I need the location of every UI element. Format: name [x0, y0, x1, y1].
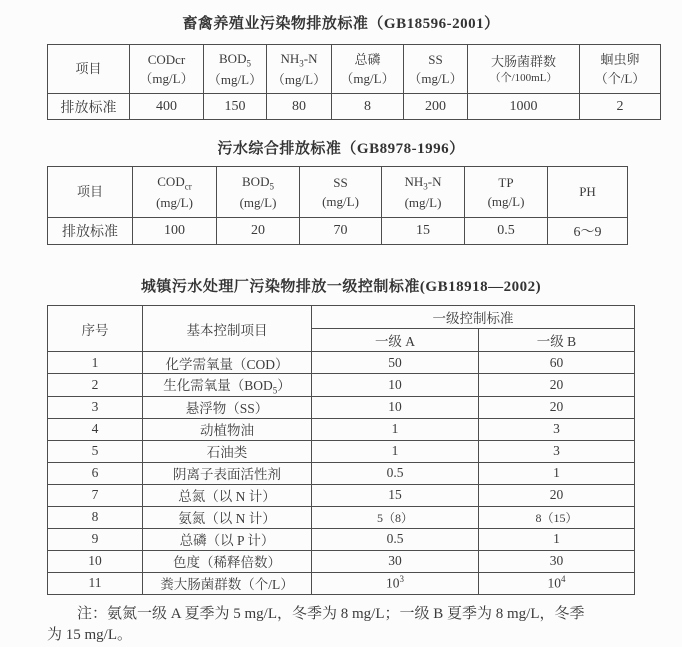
header-text: -N: [427, 173, 442, 189]
value-text: 1: [553, 465, 560, 481]
header-text: -N: [303, 50, 318, 66]
value-b-cell: [479, 352, 635, 374]
item-text: 总磷（以 P 计）: [179, 533, 275, 549]
header-text: 大肠菌群数: [490, 53, 556, 69]
table-row: [48, 462, 635, 484]
header-text: 蛔虫卵: [600, 52, 640, 68]
table-row: [48, 572, 635, 594]
item-text: 化学需氧量（COD）: [165, 356, 289, 372]
item-cell: [143, 374, 312, 397]
header-name: [267, 49, 331, 71]
header-unit: （mg/L）: [408, 70, 463, 86]
value-cell: 0.5: [465, 218, 548, 245]
table2-header-codcr: [133, 167, 217, 218]
header-name: [404, 50, 467, 70]
header-name: [204, 49, 266, 71]
value-cell: 80: [267, 94, 332, 120]
table1-header-row: [48, 45, 661, 94]
value-cell: 15: [382, 218, 465, 245]
item-cell: [143, 484, 312, 506]
table3-header-group: 一级控制标准: [312, 306, 635, 329]
value-text: 50: [388, 354, 402, 370]
header-subscript: 5: [269, 181, 274, 192]
row-number-cell: 9: [48, 528, 143, 550]
table1-title: 畜禽养殖业污染物排放标准（GB18596-2001）: [182, 16, 500, 32]
header-name: [48, 59, 129, 79]
table1-header-ascaris: [580, 45, 661, 94]
value-text: 0.5: [386, 531, 404, 547]
value-text: 10: [388, 376, 402, 392]
value-cell: 2: [580, 94, 661, 120]
value-a-cell: [312, 352, 479, 374]
table3-header-no: 序号: [48, 306, 143, 352]
header-text: 总磷: [354, 52, 381, 68]
value-b-cell: [479, 396, 635, 418]
value-b-cell: [479, 484, 635, 506]
header-text: COD: [157, 173, 185, 189]
item-cell: [143, 418, 312, 440]
value-b-cell: [479, 440, 635, 462]
item-cell: [143, 396, 312, 418]
header-text: 项目: [75, 61, 102, 77]
row-number-cell: 5: [48, 440, 143, 462]
table1-header-item: [48, 45, 130, 94]
header-subscript: cr: [184, 181, 192, 192]
table-municipal-wwtp-class1-standard: [47, 305, 635, 595]
header-text: SS: [428, 52, 443, 68]
value-text: 15: [388, 487, 402, 503]
item-cell: [143, 440, 312, 462]
item-subscript: 5: [272, 385, 278, 396]
header-text: PH: [579, 184, 596, 200]
value-cell: 1000: [468, 94, 580, 120]
header-unit: (mg/L): [239, 194, 277, 210]
header-unit: （mg/L）: [139, 70, 194, 86]
table1-header-nh3n: [267, 45, 332, 94]
table-livestock-discharge-standard: [47, 44, 661, 120]
table3-title: 城镇污水处理厂污染物排放一级控制标准(GB18918—2002): [140, 279, 542, 295]
item-text: 氨氮（以 N 计）: [178, 511, 276, 527]
table2-header-row: [48, 167, 628, 218]
header-text: NH: [280, 50, 300, 66]
table-row: [48, 352, 635, 374]
item-cell: [143, 462, 312, 484]
header-text: SS: [333, 175, 348, 191]
header-subscript: 5: [246, 58, 251, 69]
item-cell: [143, 352, 312, 374]
header-name: [468, 52, 579, 72]
table-row: [48, 418, 635, 440]
item-text: 动植物油: [200, 423, 254, 439]
value-a-cell: [312, 550, 479, 572]
value-text: 0.5: [386, 465, 404, 481]
row-number-cell: 7: [48, 484, 143, 506]
table2-title: 污水综合排放标准（GB8978-1996）: [217, 141, 465, 157]
table1-header-coliform: [468, 45, 580, 94]
table2-header-nh3n: [382, 167, 465, 218]
item-text: 石油类: [206, 445, 248, 461]
header-unit: (mg/L): [404, 194, 442, 210]
value-a-cell: [312, 528, 479, 550]
value-cell: 20: [217, 218, 300, 245]
value-a-cell: [312, 506, 479, 528]
table-row: [48, 550, 635, 572]
header-subscript: 3: [423, 181, 428, 192]
value-a-cell: [312, 418, 479, 440]
item-text: 悬浮物（SS）: [185, 401, 269, 417]
value-text: 20: [549, 376, 564, 392]
value-text: 5（8）: [376, 510, 413, 525]
header-text: BOD: [242, 173, 270, 189]
value-a-cell: [312, 440, 479, 462]
table2-header-bod5: [217, 167, 300, 218]
value-a-cell: [312, 462, 479, 484]
table3-header-class-a: 一级 A: [312, 329, 479, 352]
value-b-cell: [479, 418, 635, 440]
header-name: [580, 50, 660, 70]
row-number-cell: 6: [48, 462, 143, 484]
header-name: [48, 182, 132, 202]
item-text: ）: [277, 378, 291, 393]
table-row: [48, 484, 635, 506]
value-b-cell: [479, 462, 635, 484]
row-number-cell: 1: [48, 352, 143, 374]
table2-header-ss: [300, 167, 382, 218]
value-a-cell: [312, 374, 479, 397]
value-b-cell: [479, 550, 635, 572]
value-text: 10: [547, 575, 561, 591]
table1-header-codcr: [130, 45, 204, 94]
table2-data-row: [48, 218, 628, 245]
table-row: [48, 396, 635, 418]
table2-header-tp: [465, 167, 548, 218]
row-number-cell: 8: [48, 506, 143, 528]
value-text: 60: [549, 354, 564, 370]
value-a-cell: [312, 396, 479, 418]
item-text: 粪大肠菌群数（个/L）: [160, 577, 294, 593]
value-cell: 100: [133, 218, 217, 245]
item-cell: [143, 572, 312, 594]
header-name: [548, 182, 627, 202]
value-b-cell: [479, 572, 635, 594]
header-unit: (mg/L): [322, 193, 359, 209]
header-unit: （个/100mL）: [489, 72, 558, 85]
header-name: [130, 50, 203, 70]
table3-header-item: 基本控制项目: [143, 306, 312, 352]
value-text: 3: [553, 421, 560, 437]
table1-header-bod5: [204, 45, 267, 94]
header-name: [133, 172, 216, 194]
row-number-cell: 2: [48, 374, 143, 397]
value-text: 1: [553, 531, 560, 547]
header-unit: (mg/L): [156, 194, 193, 210]
value-cell: 150: [204, 94, 267, 120]
table-row: [48, 506, 635, 528]
row-number-cell: 11: [48, 572, 143, 594]
row-number-cell: 3: [48, 396, 143, 418]
row-label-cell: 排放标准: [48, 218, 133, 245]
footnote-line: 为 15 mg/L。: [47, 627, 132, 644]
value-text: 8（15）: [535, 510, 578, 525]
item-cell: [143, 506, 312, 528]
header-text: BOD: [219, 50, 247, 66]
value-superscript: 3: [399, 574, 404, 585]
value-text: 10: [388, 399, 402, 415]
header-name: [300, 173, 381, 193]
header-name: [332, 50, 403, 70]
table-integrated-wastewater-standard: [47, 166, 628, 245]
header-text: CODcr: [147, 52, 186, 68]
row-label-cell: 排放标准: [48, 94, 130, 120]
header-name: [217, 172, 299, 194]
table3-header-row-1: [48, 306, 635, 329]
table1-header-ss: [404, 45, 468, 94]
header-unit: (mg/L): [487, 193, 525, 209]
header-name: [382, 172, 464, 194]
value-superscript: 4: [561, 574, 566, 585]
header-unit: （mg/L）: [207, 71, 263, 87]
header-unit: （个/L）: [594, 70, 646, 86]
value-cell: 200: [404, 94, 468, 120]
table-row: [48, 440, 635, 462]
header-text: 项目: [76, 184, 103, 200]
table1-data-row: [48, 94, 661, 120]
item-text: 色度（稀释倍数）: [173, 555, 281, 571]
table3-header-class-b: 一级 B: [479, 329, 635, 352]
item-text: 总氮（以 N 计）: [178, 489, 276, 505]
item-cell: [143, 550, 312, 572]
header-name: [465, 173, 547, 193]
value-a-cell: [312, 484, 479, 506]
item-text: 阴离子表面活性剂: [173, 467, 281, 483]
table2-header-item: [48, 167, 133, 218]
table-row: [48, 374, 635, 397]
value-b-cell: [479, 374, 635, 397]
header-unit: （mg/L）: [340, 70, 395, 86]
value-cell: 8: [332, 94, 404, 120]
header-text: TP: [498, 175, 514, 191]
header-subscript: 3: [299, 58, 304, 69]
item-text: 生化需氧量（BOD: [163, 378, 273, 393]
value-text: 30: [549, 553, 564, 569]
value-cell: 400: [130, 94, 204, 120]
row-number-cell: 10: [48, 550, 143, 572]
value-a-cell: [312, 572, 479, 594]
value-text: 20: [549, 487, 564, 503]
value-text: 1: [391, 443, 399, 459]
value-text: 10: [386, 575, 400, 591]
value-text: 30: [388, 553, 402, 569]
table-row: [48, 528, 635, 550]
value-cell: 70: [300, 218, 382, 245]
value-text: 1: [391, 421, 399, 437]
value-b-cell: [479, 506, 635, 528]
value-cell: 6～9: [548, 218, 628, 245]
footnote: [47, 604, 639, 647]
table1-header-tp: [332, 45, 404, 94]
value-text: 20: [549, 399, 564, 415]
value-b-cell: [479, 528, 635, 550]
header-unit: （mg/L）: [271, 71, 327, 87]
item-cell: [143, 528, 312, 550]
value-text: 3: [553, 443, 560, 459]
footnote-line: 注：氨氮一级 A 夏季为 5 mg/L，冬季为 8 mg/L；一级 B 夏季为 8 mg/L，冬季: [77, 605, 585, 622]
table2-header-ph: [548, 167, 628, 218]
header-text: NH: [404, 173, 424, 189]
row-number-cell: 4: [48, 418, 143, 440]
